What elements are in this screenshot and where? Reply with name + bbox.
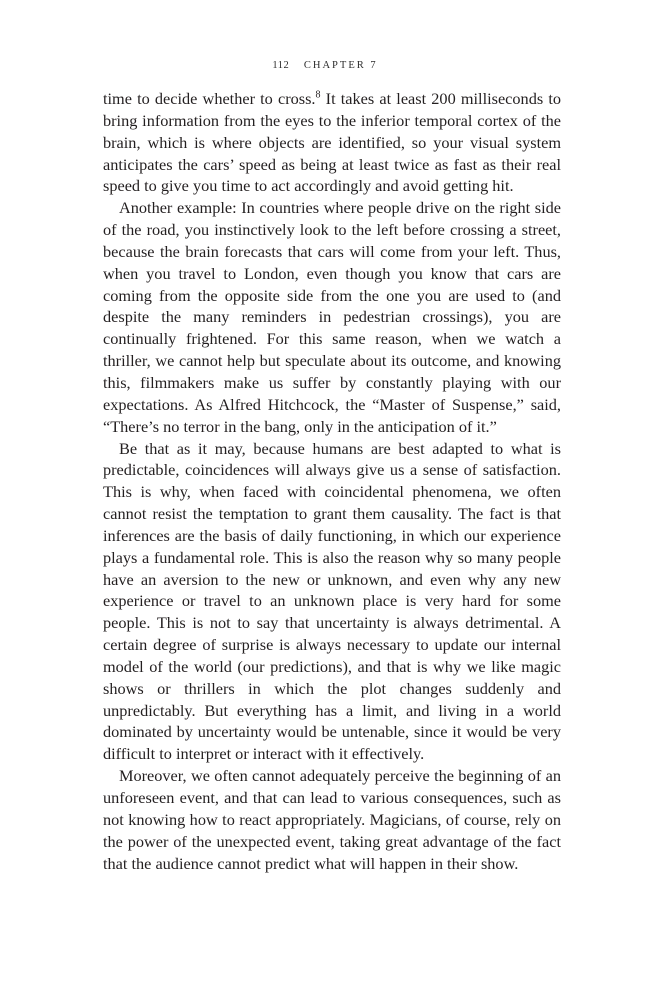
body-text [103,88,561,874]
paragraph-text: time to decide whether to cross. [103,89,316,108]
paragraph: Another example: In countries where people drive on the right side of the road, you instinctively look to the left before crossing a street, because the brain forecasts that cars will come from your left. Thus, when you travel to London, even though you know that cars are coming from the opposite side from the one you are used to (and despite the many reminders in pedestrian crossings), you are continually frightened. For this same reason, when we watch a thriller, we cannot help but speculate about its outcome, and knowing this, filmmakers make us suffer by constantly playing with our expectations. As Alfred Hitchcock, the “Master of Suspense,” said, “There’s no terror in the bang, only in the anticipation of it.” [103,198,561,436]
paragraph: Be that as it may, because humans are best adapted to what is predictable, coincidences will always give us a sense of satisfaction. This is why, when faced with coincidental phenomena, we often cannot resist the temptation to grant them causality. The fact is that inferences are the basis of daily functioning, in which our experience plays a fundamental role. This is also the reason why so many people have an aversion to the new or unknown, and even why any new experience or travel to an unknown place is very hard for some people. This is not to say that uncertainty is always detrimental. A certain degree of surprise is always necessary to update our internal model of the world (our predictions), and that is why we like magic shows or thrillers in which the plot changes suddenly and unpredictably. But everything has a limit, and living in a world dominated by uncertainty would be untenable, since it would be very difficult to interpret or interact with it effectively. [103,438,561,764]
footnote-marker[interactable]: 8 [315,89,321,101]
page-number: 112 [272,60,290,71]
paragraph [103,88,561,197]
chapter-label: CHAPTER 7 [303,60,378,71]
paragraph: Moreover, we often cannot adequately perceive the beginning of an unforeseen event, and that can lead to various consequences, such as not knowing how to react appropriately. Magicians, of course, rely on the power of the unexpected event, taking great advantage of the fact that the audience cannot predict what will happen in their show. [103,766,561,873]
running-head [0,60,650,71]
paragraph-text: It takes at least 200 milliseconds to bring information from the eyes to the inferior temporal cortex of the brain, which is where objects are identified, so your visual system anticipates the cars’ speed as being at least twice as fast as their real speed to give you time to act accordingly and avoid getting hit. [103,89,561,196]
